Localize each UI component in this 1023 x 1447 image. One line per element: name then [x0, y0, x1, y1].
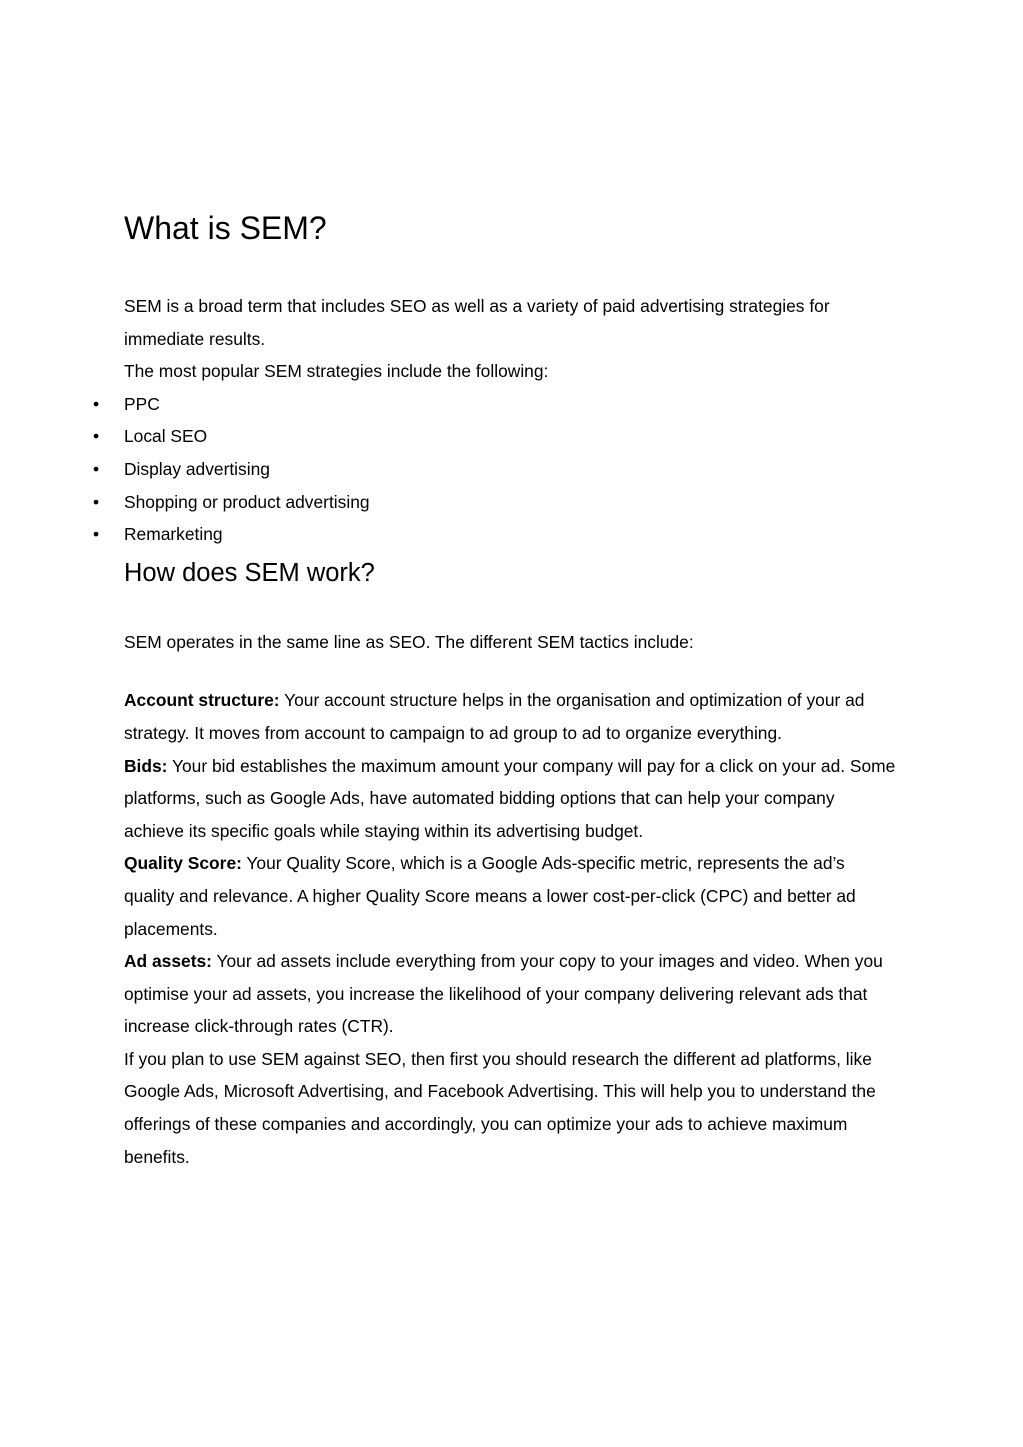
- tactic-text: Your Quality Score, which is a Google Ads-specific metric, represents the ad’s quality and relevance. A higher Quality Score means a lower cost-per-click (CPC) and better ad placements.: [124, 853, 856, 939]
- page-title: What is SEM?: [124, 210, 327, 246]
- work-intro-paragraph: SEM operates in the same line as SEO. The different SEM tactics include:: [124, 631, 694, 652]
- tactic-text: Your account structure helps in the organisation and optimization of your ad strategy. It moves from account to campaign to ad group to ad to organize everything.: [124, 690, 865, 743]
- tactic-term: Account structure:: [124, 690, 280, 711]
- list-item-label: Display advertising: [124, 458, 270, 479]
- list-item: [93, 420, 899, 453]
- bullet-icon: •: [93, 524, 100, 545]
- tactic-paragraph-bids: [124, 750, 899, 848]
- tactic-text: Your bid establishes the maximum amount your company will pay for a click on your ad. Some platforms, such as Google Ads, have automated bidding options that can help your company achieve its specific goals while staying within its advertising budget.: [124, 755, 896, 841]
- tactic-term: Bids:: [124, 755, 168, 776]
- conclusion-paragraph: If you plan to use SEM against SEO, then first you should research the different ad platforms, like Google Ads, Microsoft Advertising, and Facebook Advertising. This will help you to understand the offerings of these companies and accordingly, you can optimize your ads to achieve maximum benefits.: [124, 1048, 876, 1167]
- bullet-icon: •: [93, 393, 100, 414]
- list-item-label: Remarketing: [124, 524, 223, 545]
- section-heading: How does SEM work?: [124, 558, 375, 587]
- list-item: [93, 453, 899, 486]
- list-lead-text: The most popular SEM strategies include the following:: [124, 361, 549, 382]
- list-item: [93, 518, 899, 551]
- bullet-icon: •: [93, 458, 100, 479]
- list-item-label: PPC: [124, 393, 160, 414]
- tactic-paragraph-quality-score: [124, 847, 899, 945]
- tactic-term: Ad assets:: [124, 951, 212, 972]
- document-body: [93, 208, 899, 1173]
- bullet-icon: •: [93, 426, 100, 447]
- tactic-term: Quality Score:: [124, 853, 242, 874]
- list-item-label: Local SEO: [124, 426, 208, 447]
- tactic-paragraph-account-structure: [124, 684, 899, 749]
- bullet-icon: •: [93, 491, 100, 512]
- strategy-list: [93, 388, 899, 551]
- list-item: [93, 388, 899, 421]
- list-item: [93, 486, 899, 519]
- intro-paragraph: SEM is a broad term that includes SEO as well as a variety of paid advertising strategies for immediate results.: [124, 296, 830, 349]
- tactic-text: Your ad assets include everything from your copy to your images and video. When you optimise your ad assets, you increase the likelihood of your company delivering relevant ads that increase click-through rates (CTR).: [124, 951, 883, 1037]
- list-item-label: Shopping or product advertising: [124, 491, 370, 512]
- tactic-paragraph-ad-assets: [124, 945, 899, 1043]
